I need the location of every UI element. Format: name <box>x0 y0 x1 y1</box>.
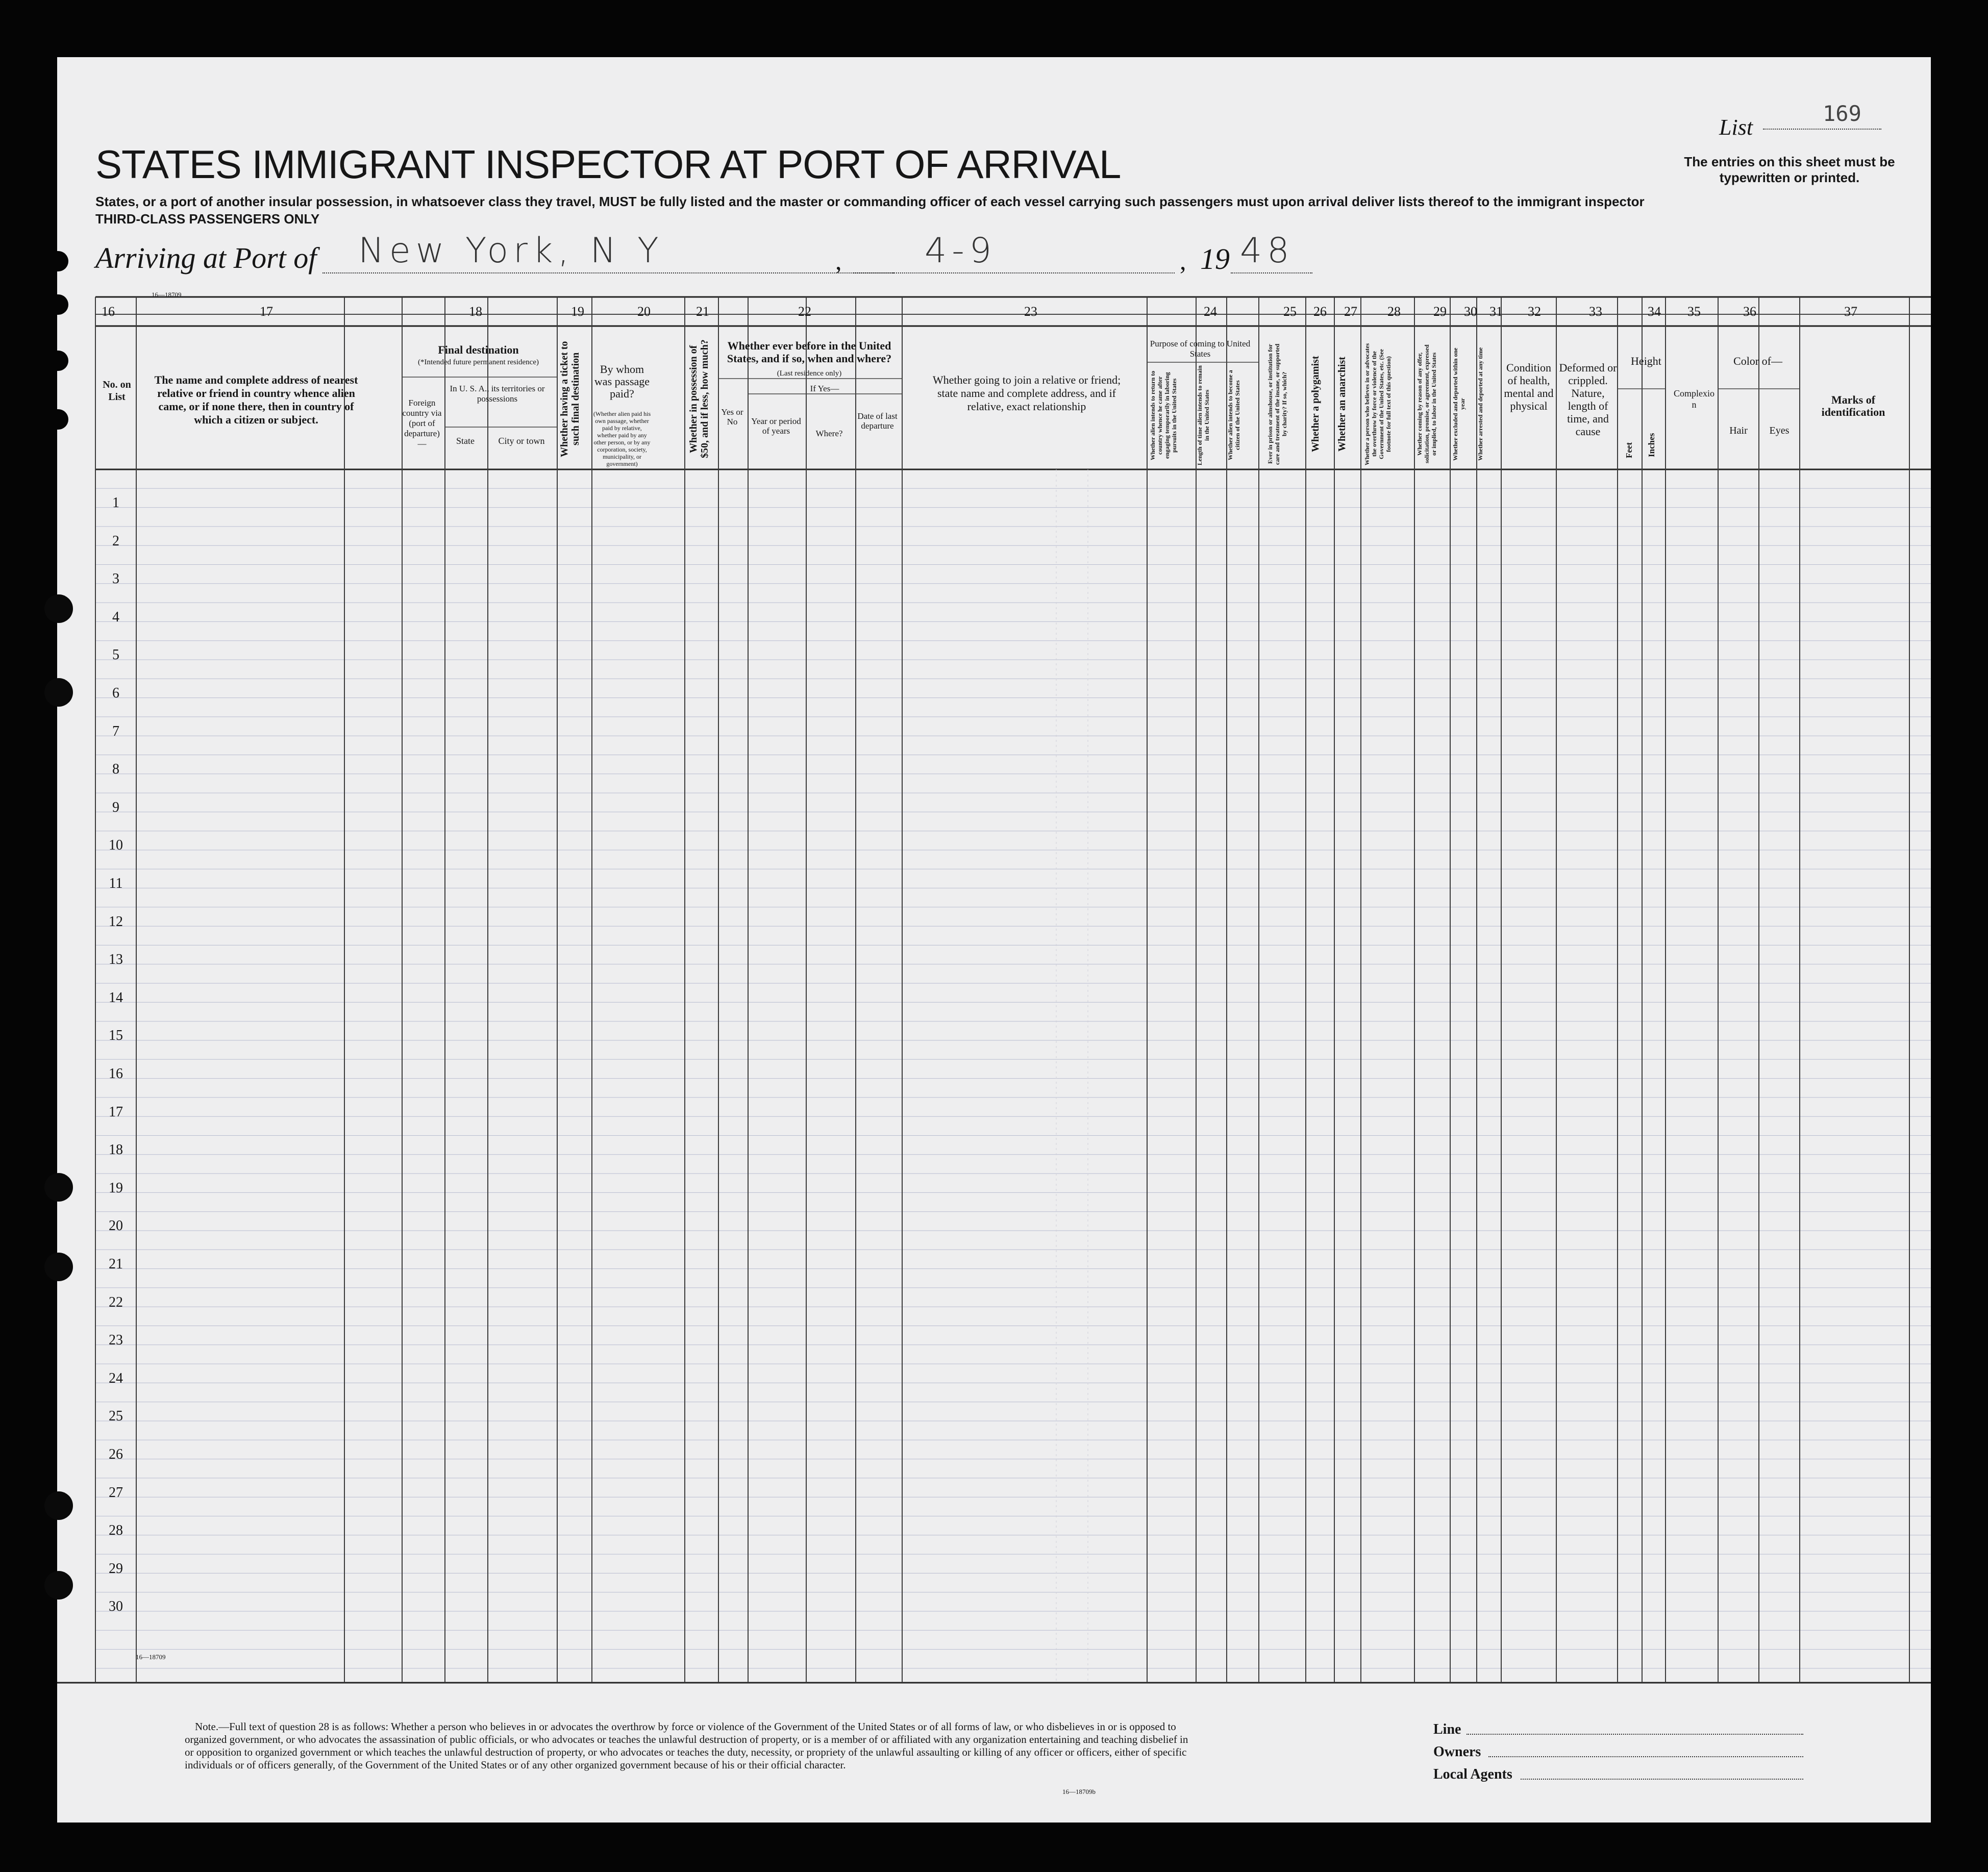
header-passage-paid-sub: (Whether alien paid his own passage, whether paid by relative, whether paid by any other person, or by any corporation, society, municipality, or government) <box>593 410 651 467</box>
row-number: 22 <box>109 1294 123 1310</box>
header-prison: Ever in prison or almshouse, or institution for care and treatment of the insane, or supported by charity? If so, which? <box>1266 343 1288 465</box>
header-color-of: Color of— <box>1733 355 1782 367</box>
col-number-26: 26 <box>1313 304 1327 319</box>
form-subtitle: States, or a port of another insular possession, in whatsoever class they travel, MUST be fully listed and the master or commanding officer of each vessel carrying such passengers must upon arrival deliver lists thereof to the immigrant inspector <box>95 194 1645 209</box>
row-number: 14 <box>109 989 123 1006</box>
footer-agents-label: Local Agents <box>1433 1766 1512 1782</box>
header-q28: Whether a person who believes in or advocates the overthrow by force or violence of the Government of the United States, etc. (See footnote for full text of this question) <box>1363 343 1392 465</box>
header-purpose: Purpose of coming to United States <box>1150 339 1251 359</box>
row-number: 25 <box>109 1408 123 1425</box>
form-title: STATES IMMIGRANT INSPECTOR AT PORT OF ARRIVAL <box>95 142 1121 187</box>
row-number: 29 <box>109 1560 123 1577</box>
header-foreign-country: Foreign country via (port of departure)— <box>402 398 442 448</box>
form-code-bottom: 16—18709 <box>136 1653 166 1661</box>
row-number: 7 <box>112 723 119 739</box>
header-city: City or town <box>498 436 545 446</box>
list-label: List <box>1719 115 1753 140</box>
header-in-usa: In U. S. A., its territories or possessions <box>450 384 545 404</box>
row-number: 16 <box>109 1066 123 1082</box>
footer-owners-underline <box>1488 1756 1803 1757</box>
year-handwritten: 48 <box>1240 231 1295 271</box>
row-number: 5 <box>112 647 119 663</box>
row-number: 28 <box>109 1522 123 1539</box>
header-q30: Whether excluded and deported within one year <box>1452 347 1466 461</box>
header-passage-paid: By whom was passage paid? <box>594 363 650 400</box>
typewritten-note: The entries on this sheet must be typewritten or printed. <box>1684 154 1895 185</box>
header-where: Where? <box>815 429 843 438</box>
footer-line-label: Line <box>1433 1721 1461 1737</box>
row-number: 17 <box>109 1104 123 1120</box>
row-number: 4 <box>112 609 119 625</box>
col-number-35: 35 <box>1687 304 1701 319</box>
col-number-21: 21 <box>696 304 709 319</box>
header-purpose-b: Length of time alien intends to remain in the United States <box>1196 365 1210 465</box>
footer-owners-label: Owners <box>1433 1744 1481 1760</box>
row-number: 8 <box>112 761 119 778</box>
header-purpose-c: Whether alien intends to become a citizen of the United States <box>1227 370 1241 461</box>
row-number: 19 <box>109 1180 123 1196</box>
header-eyes: Eyes <box>1769 425 1790 436</box>
arriving-label: Arriving at Port of <box>95 241 317 274</box>
col-number-24: 24 <box>1204 304 1217 319</box>
header-final-destination: Final destination <box>438 343 519 356</box>
header-yes-or-no: Yes or No <box>721 407 743 427</box>
header-if-yes: If Yes— <box>810 384 839 393</box>
row-number: 20 <box>109 1218 123 1234</box>
header-ever-before-sub: (Last residence only) <box>777 369 842 378</box>
header-deformed: Deformed or crippled. Nature, length of time, and cause <box>1559 361 1617 438</box>
header-polygamist: Whether a polygamist <box>1310 356 1321 453</box>
col-number-34: 34 <box>1648 304 1661 319</box>
header-year-period: Year or period of years <box>751 416 801 436</box>
row-number: 21 <box>109 1256 123 1272</box>
col-number-18: 18 <box>469 304 482 319</box>
col-number-32: 32 <box>1528 304 1541 319</box>
header-height: Height <box>1631 355 1661 367</box>
row-number: 18 <box>109 1142 123 1158</box>
col-number-37: 37 <box>1844 304 1857 319</box>
col-number-30: 30 <box>1464 304 1477 319</box>
header-complexion: Complexion <box>1674 388 1714 410</box>
footer-agents-underline <box>1521 1779 1803 1780</box>
row-number: 13 <box>109 952 123 968</box>
header-q31: Whether arrested and deported at any time <box>1477 347 1484 461</box>
row-number: 27 <box>109 1484 123 1501</box>
header-possession-50: Whether in possession of $50, and if less, how much? <box>688 339 710 459</box>
row-number: 10 <box>109 837 123 854</box>
col-number-22: 22 <box>798 304 811 319</box>
header-health: Condition of health, mental and physical <box>1504 361 1554 412</box>
row-number: 2 <box>112 533 119 549</box>
header-hair: Hair <box>1729 425 1748 436</box>
col-number-25: 25 <box>1283 304 1297 319</box>
header-final-destination-sub: (*Intended future permanent residence) <box>418 358 539 366</box>
col-number-33: 33 <box>1589 304 1602 319</box>
port-handwritten: New York, N Y <box>358 231 664 271</box>
header-ever-before: Whether ever before in the United States, and if so, when and where? <box>727 339 892 365</box>
row-number: 30 <box>109 1599 123 1615</box>
manifest-grid <box>57 57 1931 1823</box>
header-nearest-relative: The name and complete address of nearest relative or friend in country whence alien came, or if none there, then in country of which a citizen or subject. <box>154 373 358 426</box>
row-number: 12 <box>109 913 123 930</box>
header-date-last-departure: Date of last departure <box>857 411 898 431</box>
header-inches: Inches <box>1647 433 1656 457</box>
row-number: 24 <box>109 1370 123 1386</box>
row-number: 11 <box>109 876 123 891</box>
row-number: 9 <box>112 799 119 815</box>
col-number-36: 36 <box>1743 304 1756 319</box>
note-code: 16—18709b <box>1062 1788 1096 1795</box>
header-no-on-list: No. on List <box>103 379 131 403</box>
header-feet: Feet <box>1624 442 1634 458</box>
col-number-20: 20 <box>637 304 651 319</box>
header-ticket: Whether having a ticket to such final destination <box>559 341 581 457</box>
row-number: 6 <box>112 685 119 701</box>
header-q29: Whether coming by reason of any offer, solicitation, promise, or agreement, expressed or implied, to labor in the United States <box>1416 344 1437 464</box>
col-number-23: 23 <box>1024 304 1037 319</box>
header-going-to-join: Whether going to join a relative or friend; state name and complete address, and if relative, exact relationship <box>932 373 1121 413</box>
col-number-31: 31 <box>1489 304 1503 319</box>
row-number: 26 <box>109 1446 123 1462</box>
col-number-19: 19 <box>571 304 584 319</box>
class-line: THIRD-CLASS PASSENGERS ONLY <box>95 211 320 227</box>
col-number-27: 27 <box>1344 304 1357 319</box>
col-number-17: 17 <box>260 304 273 319</box>
list-number: 169 <box>1823 101 1861 126</box>
date-handwritten: 4-9 <box>925 231 997 271</box>
question-28-note: Note.—Full text of question 28 is as follows: Whether a person who believes in or advocates the overthrow by force or violence of the Government of the United States or of all forms of law, or who disbelieves in or is opposed to organized government, or who advocates the assassination of public officials, or who advocates or teaches the unlawful destruction of property, or is a member of or affiliated with any organization entertaining and teaching disbelief in or opposition to organized government or which teaches the unlawful destruction of property, or who advocates or teaches the duty, necessity, or propriety of the unlawful assaulting or killing of any officer or officers, either of specific individuals or of officers generally, of the Government of the United States or of any other organized government because of his or their official character. <box>185 1720 1188 1771</box>
form-code: 16—18709 <box>152 291 182 298</box>
manifest-sheet: List 169 STATES IMMIGRANT INSPECTOR AT PORT OF ARRIVAL The entries on this sheet must be typewritten or printed. States, or a port of another insular possession, in whatsoever class they travel, MUST be fully listed and the master or commanding officer of each vessel carrying such passengers must upon arrival deliver lists thereof to the immigrant inspector THIRD-CLASS PASSENGERS ONLY Arriving at Port of New York, N Y , 4-9 , 19 48 16—18709 16 17 18 19 20 21 22 23 24 25 26 27 28 29 30 31 32 33 34 35 36 37 No. on List The name and complete address of nearest relative or friend in country whence alien came, or if none there, then in country of which a citizen or subject. Final destination (*Intended future permanent residence) Foreign country via (port of departure)— In U. S. A., its territories or possessions State City or town Whether having a ticket to such final destination By whom was passage paid? (Whether alien paid his own passage, whether paid by relative, whether paid by any other person, or by any corporation, society, municipality, or government) Whether in possession of $50, and if less, how much? Whether ever before in the United States, and if so, when and where? (Last residence only) Yes or No If Yes— Year or period of years Where? Date of last departure Whether going to join a relative or friend; state name and complete address, and if relative, exact relationship Purpose of coming to United States Whether alien intends to return to country whence he came after engaging temporarily in laboring pursuits in the United States Length of time alien intends to remain in the United States Whether alien intends to become a citizen of the United States Ever in prison or almshouse, or institution for care and treatment of the insane, or supported by charity? If so, which? Whether a polygamist Whether an anarchist Whether a person who believes in or advocates the overthrow by force or violence of the Government of the United States, etc. (See footnote for full text of this question) Whether coming by reason of any offer, solicitation, promise, or agreement, expressed or implied, to labor in the United States Whether excluded and deported within one year Whether arrested and deported at any time Condition of health, mental and physical Deformed or crippled. Nature, length of time, and cause Height Feet Inches Complexion Color of— Hair Eyes Marks of identification 1 2 3 4 5 6 7 8 9 10 11 12 13 14 15 16 17 18 19 20 21 22 23 24 25 26 27 28 29 30 16—18709 Note.—Full text of question 28 is as follows: Whether a person who believes in or advocates the overthrow by force or violence of the Government of the United States or of all forms of law, or who disbelieves in or is opposed to organized government, or who advocates the assassination of public officials, or who advocates or teaches the unlawful destruction of property, or is a member of or affiliated with any organization entertaining and teaching disbelief in or opposition to organized government or which teaches the unlawful destruction of property, or who advocates or teaches the duty, necessity, or propriety of the unlawful assaulting or killing of any officer or officers, either of specific individuals or of officers generally, of the Government of the United States or of any other organized government because of his or their official character. 16—18709b Line Owners Local Agents <box>57 57 1931 1823</box>
header-marks: Marks of identification <box>1821 393 1885 418</box>
col-number-29: 29 <box>1433 304 1447 319</box>
header-purpose-a: Whether alien intends to return to country whence he came after engaging temporarily in laboring pursuits in the United States <box>1149 370 1178 460</box>
col-number-16: 16 <box>102 304 115 319</box>
row-number: 1 <box>112 495 119 511</box>
header-state: State <box>456 436 475 446</box>
header-anarchist: Whether an anarchist <box>1336 357 1348 452</box>
col-number-28: 28 <box>1387 304 1401 319</box>
row-number: 23 <box>109 1332 123 1349</box>
row-number: 15 <box>109 1028 123 1044</box>
row-number: 3 <box>112 571 119 587</box>
footer-line-underline <box>1467 1734 1803 1735</box>
year-prefix: 19 <box>1200 242 1230 276</box>
